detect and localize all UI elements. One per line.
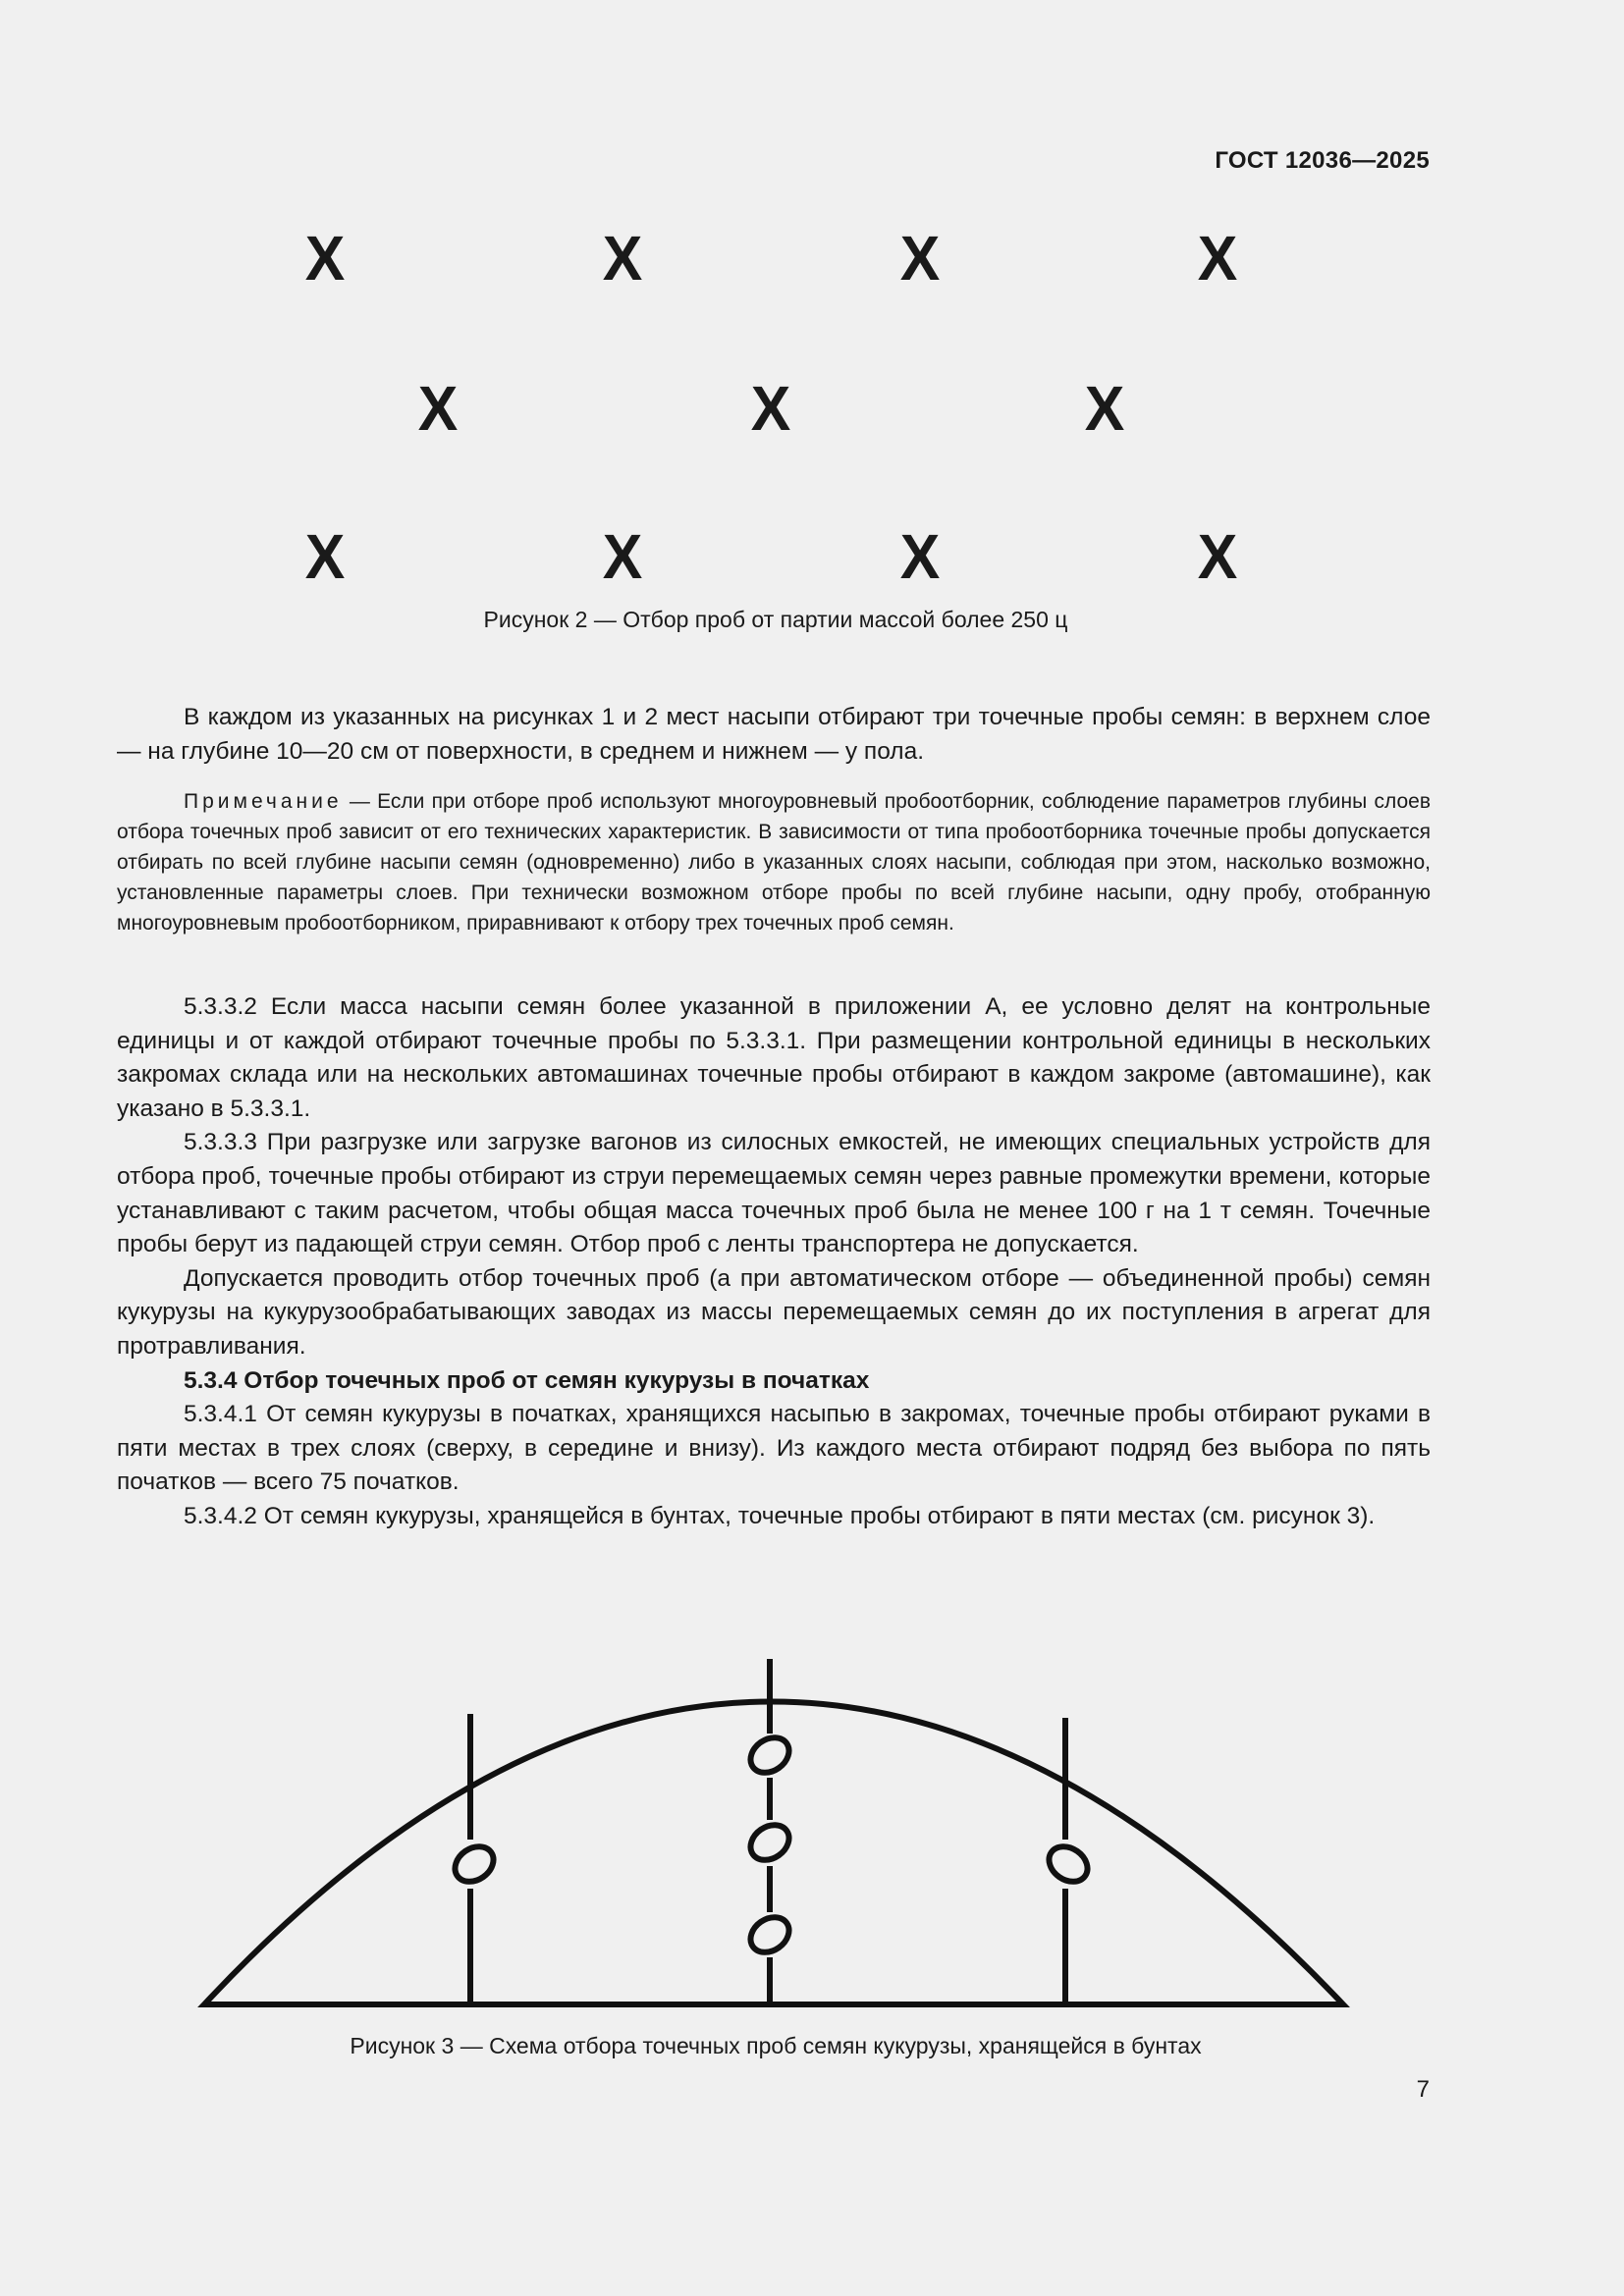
sample-point-marker	[1043, 1840, 1095, 1889]
figure-3-caption: Рисунок 3 — Схема отбора точечных проб семян кукурузы, хранящейся в бунтах	[350, 2033, 1202, 2058]
sampling-point-mark: X	[304, 223, 346, 294]
sample-point-marker	[744, 1818, 796, 1867]
sampling-point-mark: X	[1197, 223, 1238, 294]
paragraph-text: Допускается проводить отбор точечных проб (а при автоматическом отборе — объединенной пробы) семян кукурузы на кукурузообрабатывающих заводах из массы перемещаемых семян до их поступления в агрегат для протравливания.	[117, 1264, 1431, 1360]
note-label: Примечание	[184, 790, 343, 813]
paragraph-text: 5.3.4.1 От семян кукурузы в початках, хранящихся насыпью в закромах, точечные пробы отбирают руками в пяти местах в трех слоях (сверху, в середине и внизу). Из каждого места отбирают подряд без выбора по пять початков — всего 75 початков.	[117, 1401, 1431, 1496]
paragraph-text: 5.3.4.2 От семян кукурузы, хранящейся в бунтах, точечные пробы отбирают в пяти местах (см. рисунок 3).	[184, 1502, 1376, 1529]
sampling-point-mark: X	[417, 373, 459, 444]
paragraph-text: 5.3.3.3 При разгрузке или загрузке вагонов из силосных емкостей, не имеющих специальных устройств для отбора проб, точечные пробы отбирают из струи перемещаемых семян через равные промежутки времени, которые устанавливают с таким расчетом, чтобы общая масса точечных проб была не менее 100 г на 1 т семян. Точечные пробы берут из падающей струи семян. Отбор проб с ленты транспортера не допускается.	[117, 1129, 1431, 1258]
sample-point-marker	[744, 1910, 796, 1959]
note-text: — Если при отборе проб используют многоуровневый пробоотборник, соблюдение параметров глубины слоев отбора точечных проб зависит от его технических характеристик. В зависимости от типа пробоотборника точечные пробы допускается отбирать по всей глубине насыпи семян (одновременно) либо в указанных слоях насыпи, соблюдая при этом, насколько возможно, установленные параметры слоев. При технически возможном отборе пробы по всей глубине насыпи, одну пробу, отобранную многоуровневым пробоотборником, приравнивают к отбору трех точечных проб семян.	[117, 790, 1431, 934]
sampling-point-mark: X	[1197, 521, 1238, 592]
pile-outline	[204, 1702, 1343, 2005]
page-number: 7	[1416, 2076, 1430, 2103]
section-heading: 5.3.4 Отбор точечных проб от семян кукурузы в початках	[184, 1366, 870, 1394]
paragraph-text: В каждом из указанных на рисунках 1 и 2 мест насыпи отбирают три точечные пробы семян: в верхнем слое — на глубине 10—20 см от поверхности, в среднем и нижнем — у пола.	[117, 704, 1431, 765]
sample-point-marker	[449, 1840, 501, 1889]
sampling-point-mark: X	[750, 373, 791, 444]
note-block	[117, 786, 1431, 938]
sampling-point-mark: X	[304, 521, 346, 592]
figure-3-diagram	[0, 1659, 1624, 2012]
paragraph	[117, 701, 1431, 769]
sampling-point-mark: X	[899, 521, 941, 592]
text-block	[117, 990, 1431, 1534]
sampling-point-mark: X	[899, 223, 941, 294]
figure-2-caption: Рисунок 2 — Отбор проб от партии массой более 250 ц	[483, 607, 1068, 632]
sampling-point-mark: X	[1084, 373, 1125, 444]
paragraph-text: 5.3.3.2 Если масса насыпи семян более указанной в приложении А, ее условно делят на контрольные единицы и от каждой отбирают точечные пробы по 5.3.3.1. При размещении контрольной единицы в нескольких закромах склада или на нескольких автомашинах точечные пробы отбирают в каждом закроме (автомашине), как указано в 5.3.3.1.	[117, 993, 1431, 1122]
sample-point-marker	[744, 1731, 796, 1780]
document-header: ГОСТ 12036—2025	[1215, 147, 1430, 174]
sampling-point-mark: X	[602, 223, 643, 294]
sampling-point-mark: X	[602, 521, 643, 592]
figure-2	[0, 216, 1624, 658]
